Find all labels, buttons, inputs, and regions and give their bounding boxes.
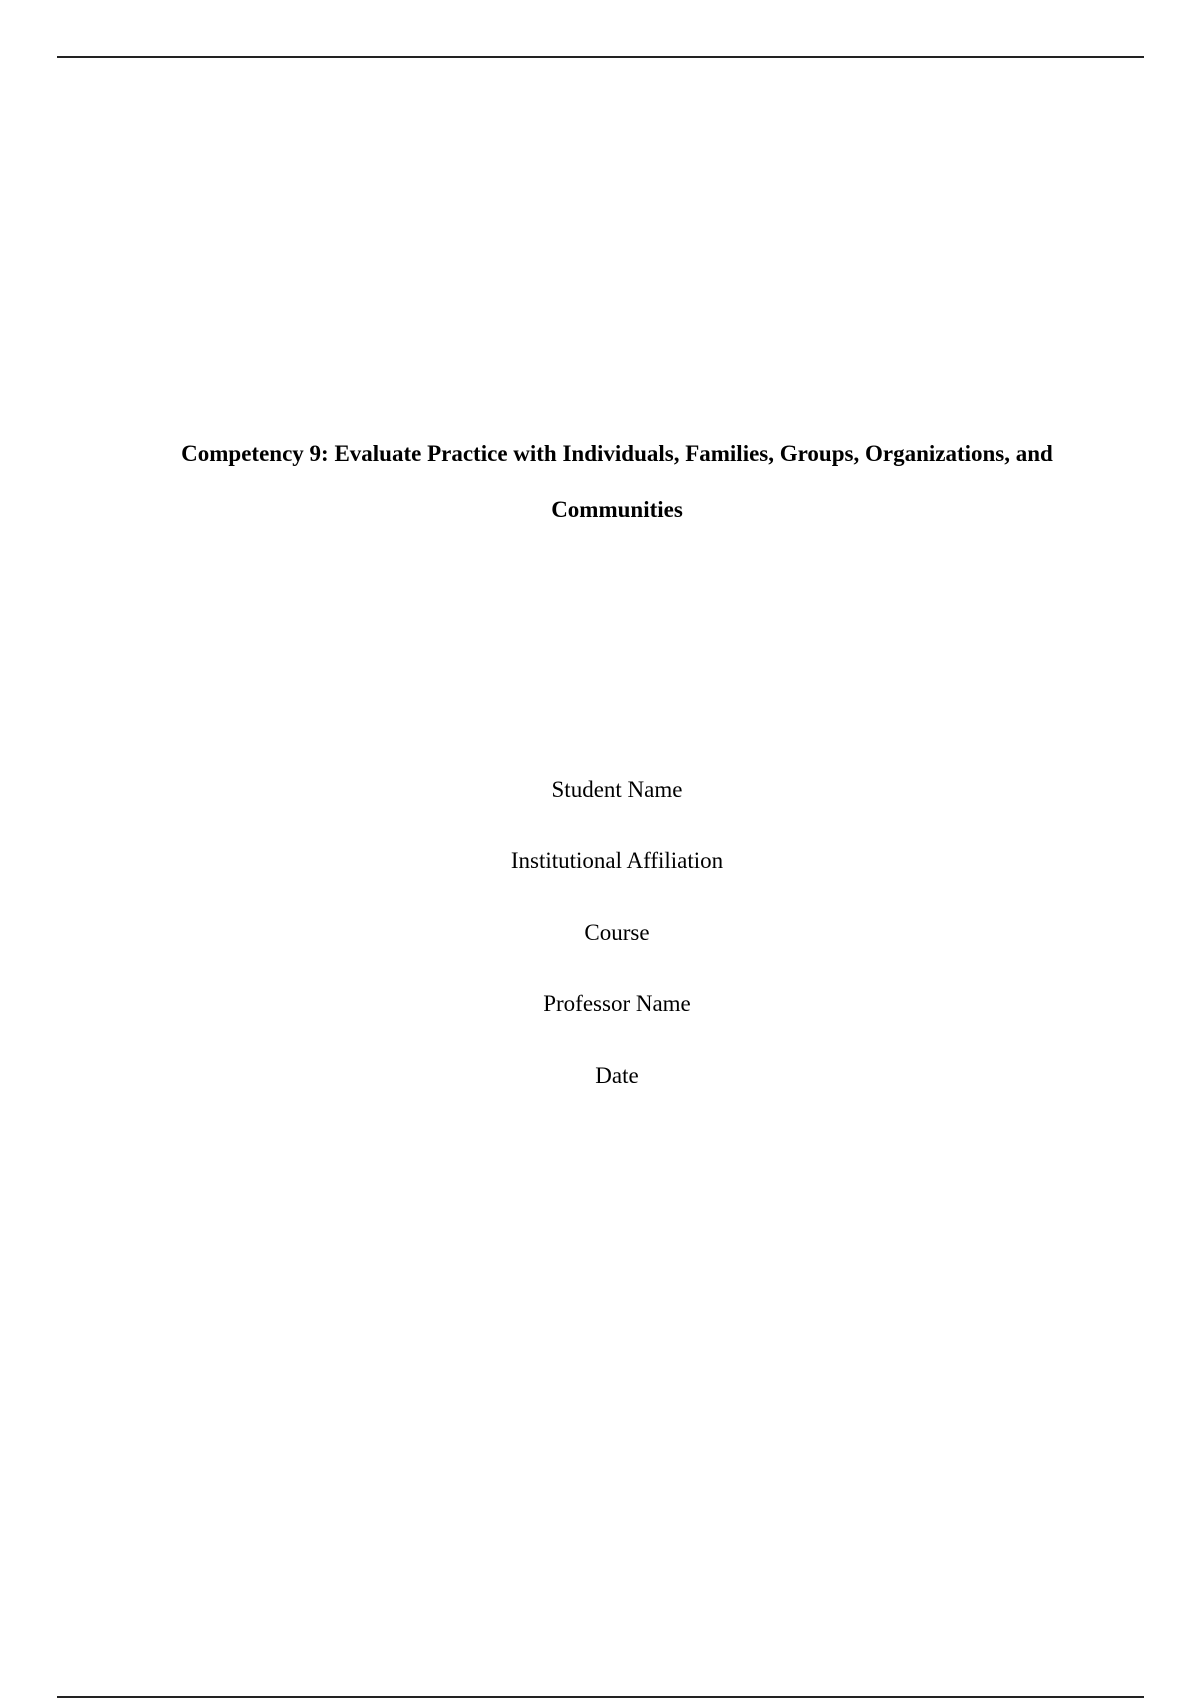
course: Course bbox=[584, 920, 650, 945]
date: Date bbox=[595, 1063, 639, 1088]
student-name: Student Name bbox=[551, 777, 683, 802]
title-line-1: Competency 9: Evaluate Practice with Individuals, Families, Groups, Organizations, and bbox=[181, 441, 1053, 466]
professor-name: Professor Name bbox=[543, 991, 691, 1016]
title-line-2: Communities bbox=[551, 497, 683, 522]
institutional-affiliation: Institutional Affiliation bbox=[510, 848, 724, 873]
header-rule bbox=[57, 56, 1144, 58]
footer-rule bbox=[57, 1696, 1144, 1698]
document-title bbox=[0, 426, 1200, 538]
